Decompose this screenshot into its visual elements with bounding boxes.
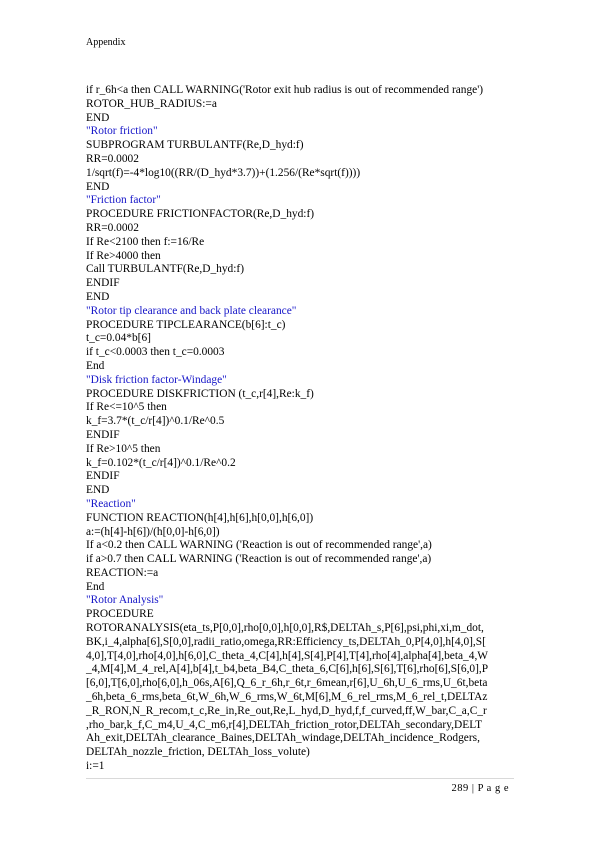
code-line: i:=1 [86, 760, 105, 773]
code-line: END [86, 484, 110, 497]
comment-line: "Rotor friction" [86, 125, 158, 138]
code-line-continued: Ah_exit,DELTAh_clearance_Baines,DELTAh_windage,DELTAh_incidence_Rodgers, [86, 732, 480, 745]
footer-divider [86, 778, 514, 779]
code-line-continued: ,rho_bar,k_f,C_m4,U_4,C_m6,r[4],DELTAh_friction_rotor,DELTAh_secondary,DELT [86, 718, 483, 731]
running-header: Appendix [86, 37, 126, 48]
code-line: Call TURBULANTF(Re,D_hyd:f) [86, 263, 244, 276]
code-line-continued: _R_RON,N_R_recom,t_c,Re_in,Re_out,Re,L_hyd,D_hyd,f,f_curved,ff,W_bar,C_a,C_r [86, 704, 487, 717]
code-line: ENDIF [86, 470, 120, 483]
code-line: If Re>4000 then [86, 249, 161, 262]
comment-line: "Reaction" [86, 497, 136, 510]
code-line: FUNCTION REACTION(h[4],h[6],h[0,0],h[6,0]) [86, 511, 314, 524]
code-line-continued: 4,0],T[4,0],rho[4,0],h[6,0],C_theta_4,C[4],h[4],S[4],P[4],T[4],rho[4],alpha[4],beta_4,W [86, 649, 489, 662]
code-line: RR=0.0002 [86, 152, 139, 165]
code-line: REACTION:=a [86, 566, 159, 579]
comment-line: "Disk friction factor-Windage" [86, 373, 227, 386]
code-line: END [86, 111, 110, 124]
code-line: PROCEDURE FRICTIONFACTOR(Re,D_hyd:f) [86, 208, 315, 221]
comment-line: "Friction factor" [86, 194, 161, 207]
comment-line: "Rotor Analysis" [86, 594, 164, 607]
code-line-continued: DELTAh_nozzle_friction, DELTAh_loss_volute) [86, 746, 310, 759]
code-line-continued: _6h,beta_6_rms,beta_6t,W_6h,W_6_rms,W_6t,M[6],M_6_rel_rms,M_6_rel_t,DELTAz [86, 691, 488, 704]
code-line: ENDIF [86, 428, 120, 441]
code-line: 1/sqrt(f)=-4*log10((RR/(D_hyd*3.7))+(1.256/(Re*sqrt(f)))) [86, 166, 361, 179]
code-listing [86, 84, 514, 774]
code-line: a:=(h[4]-h[6])/(h[0,0]-h[6,0]) [86, 525, 220, 538]
code-line: t_c=0.04*b[6] [86, 332, 151, 345]
code-line-continued: _4,M[4],M_4_rel,A[4],b[4],t_b4,beta_B4,C_theta_6,C[6],h[6],S[6],T[6],rho[6],S[6,0],P [86, 663, 489, 676]
code-line: END [86, 290, 110, 303]
code-line: If Re>10^5 then [86, 442, 161, 455]
code-line: ROTOR_HUB_RADIUS:=a [86, 97, 217, 110]
code-line: PROCEDURE DISKFRICTION (t_c,r[4],Re:k_f) [86, 387, 314, 400]
code-line: End [86, 580, 105, 593]
code-line: if t_c<0.0003 then t_c=0.0003 [86, 346, 225, 359]
code-line-continued: [6,0],T[6,0],rho[6,0],h_06s,A[6],Q_6_r_6h,r_6t,r_6mean,r[6],U_6h,U_6_rms,U_6t,beta [86, 677, 488, 690]
code-line: If a<0.2 then CALL WARNING ('Reaction is out of recommended range',a) [86, 539, 432, 552]
code-line: PROCEDURE TIPCLEARANCE(b[6]:t_c) [86, 318, 286, 331]
code-line-continued: BK,i_4,alpha[6],S[0,0],radii_ratio,omega,RR:Efficiency_ts,DELTAh_0,P[4,0],h[4,0],S[ [86, 635, 486, 648]
code-line: End [86, 359, 105, 372]
code-line: RR=0.0002 [86, 221, 139, 234]
code-line: k_f=0.102*(t_c/r[4])^0.1/Re^0.2 [86, 456, 236, 469]
code-line-continued: ROTORANALYSIS(eta_ts,P[0,0],rho[0,0],h[0,0],R$,DELTAh_s,P[6],psi,phi,xi,m_dot, [86, 622, 484, 635]
code-line: k_f=3.7*(t_c/r[4])^0.1/Re^0.5 [86, 415, 225, 428]
code-line: if r_6h<a then CALL WARNING('Rotor exit hub radius is out of recommended range') [86, 84, 484, 96]
page-number: 289 | P a g e [451, 783, 509, 794]
code-line: if a>0.7 then CALL WARNING ('Reaction is out of recommended range',a) [86, 553, 432, 566]
code-line: PROCEDURE [86, 608, 154, 621]
code-line: END [86, 180, 110, 193]
code-line: ENDIF [86, 277, 120, 290]
code-line: SUBPROGRAM TURBULANTF(Re,D_hyd:f) [86, 139, 304, 152]
code-line: If Re<=10^5 then [86, 401, 167, 414]
comment-line: "Rotor tip clearance and back plate clearance" [86, 304, 297, 317]
code-line: If Re<2100 then f:=16/Re [86, 235, 205, 248]
